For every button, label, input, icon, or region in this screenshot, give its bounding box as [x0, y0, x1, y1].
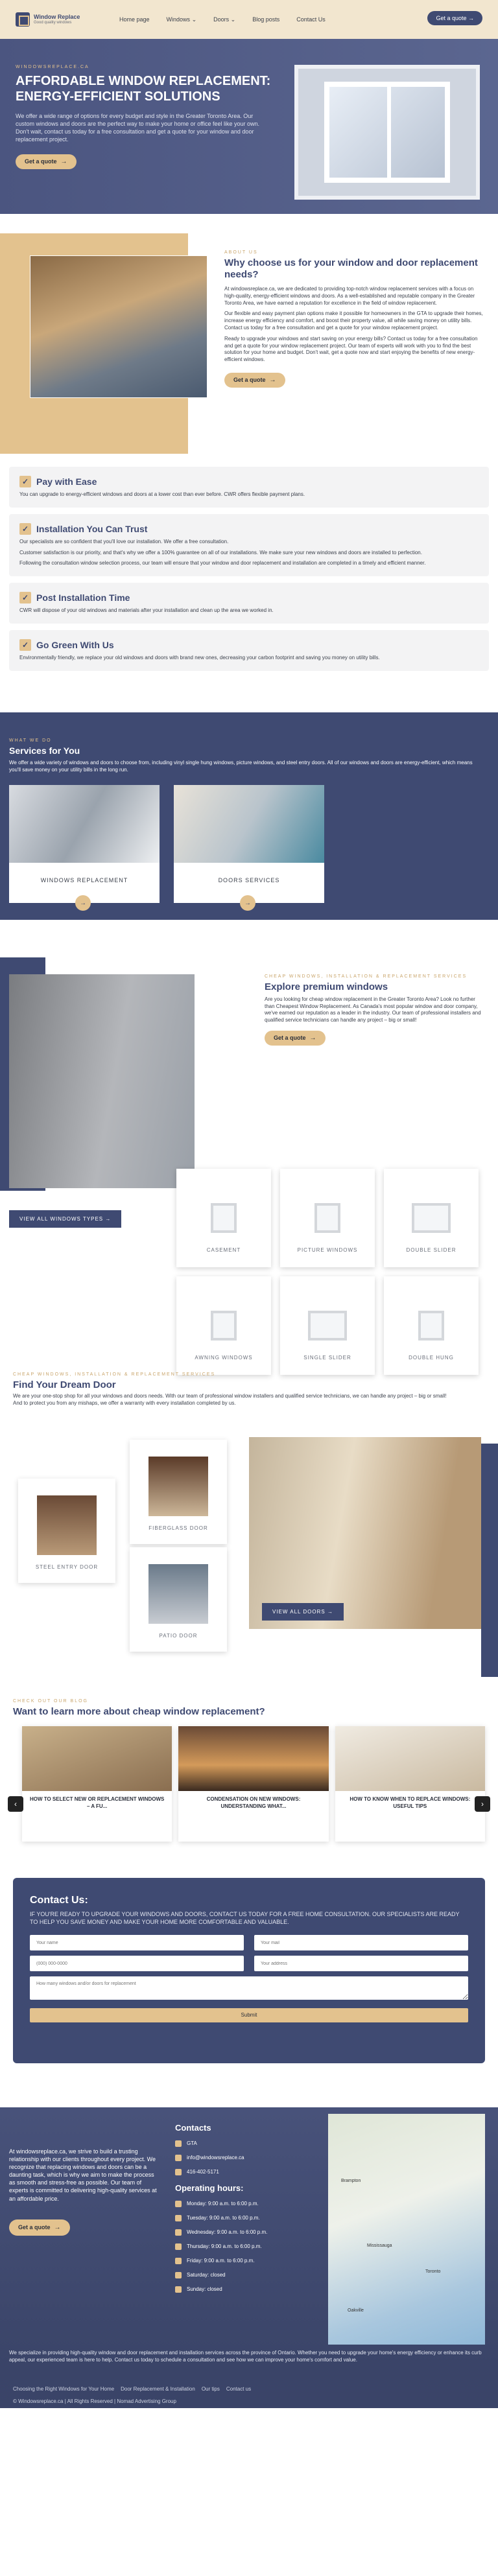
hours-line: Tuesday: 9:00 a.m. to 6:00 p.m.	[187, 2215, 260, 2221]
feature-card	[9, 583, 489, 624]
logo-name: Window Replace	[34, 13, 80, 20]
arrow-right-icon: →	[105, 1215, 112, 1222]
doors-title: Find Your Dream Door	[13, 1379, 116, 1390]
footer-phone[interactable]: 416-402-5171	[187, 2169, 219, 2175]
chevron-down-icon: ⌄	[230, 16, 236, 23]
service-card-doors[interactable]	[174, 785, 324, 907]
nav-doors[interactable]: Doors ⌄	[213, 16, 236, 23]
logo-tagline: Good quality windows	[34, 20, 72, 25]
clock-icon	[175, 2272, 182, 2278]
feature-title: Post Installation Time	[36, 592, 130, 603]
footer-about: At windowsreplace.ca, we strive to build a trusting relationship with our clients throughout every project. We recognize that replacing windows and doors can be a daunting task, which is why we aim to make the process as smooth and stress-free as possible. Our team of experts is committed to delivering high-quality services at an affordable price.	[9, 2148, 157, 2202]
hours-line: Saturday: closed	[187, 2272, 226, 2278]
door-type-card[interactable]: STEEL ENTRY DOOR	[18, 1479, 115, 1583]
contact-title: Contact Us:	[30, 1894, 88, 1906]
address-field[interactable]	[254, 1956, 468, 1971]
clock-icon	[175, 2286, 182, 2293]
feature-text: Our specialists are so confident that you'll love our installation. We offer a free consultation.	[19, 538, 229, 544]
arrow-right-icon[interactable]: →	[75, 895, 91, 911]
about-eyebrow: ABOUT US	[224, 250, 258, 255]
hero-eyebrow: WINDOWSREPLACE.CA	[16, 65, 89, 69]
clock-icon	[175, 2243, 182, 2250]
clock-icon	[175, 2201, 182, 2207]
feature-title: Go Green With Us	[36, 639, 114, 650]
blog-title: Want to learn more about cheap window replacement?	[13, 1705, 265, 1717]
premium-eyebrow: CHEAP WINDOWS, INSTALLATION & REPLACEMENT SERVICES	[265, 974, 468, 979]
clock-icon	[175, 2215, 182, 2221]
picture-window-icon	[314, 1203, 340, 1233]
arrow-right-icon: →	[269, 376, 276, 384]
feature-card	[9, 514, 489, 576]
double-hung-window-icon	[418, 1311, 444, 1341]
feature-title: Pay with Ease	[36, 476, 97, 487]
blog-image	[335, 1726, 485, 1791]
map-label: Oakville	[348, 2308, 364, 2313]
feature-title: Installation You Can Trust	[36, 523, 148, 534]
services-eyebrow: WHAT WE DO	[9, 738, 52, 743]
services-text: We offer a wide variety of windows and doors to choose from, including vinyl single hung windows, picture windows, and steel entry doors. All of our windows and doors are energy-efficient, which means you'll save money on your utility bills in the long run.	[9, 759, 473, 773]
doors-eyebrow: CHEAP WINDOWS, INSTALLATION & REPLACEMENT SERVICES	[13, 1372, 216, 1377]
doors-text: And to protect you from any mishaps, we offer a warranty with every installation completed by us.	[13, 1399, 236, 1406]
nav-home[interactable]: Home page	[119, 16, 150, 23]
nav-windows[interactable]: Windows ⌄	[166, 16, 197, 23]
blog-image	[178, 1726, 328, 1791]
hours-line: Sunday: closed	[187, 2286, 222, 2293]
clock-icon	[175, 2258, 182, 2264]
site-header	[0, 0, 498, 39]
feature-card	[9, 467, 489, 508]
checkmark-icon: ✓	[19, 639, 31, 651]
services-title: Services for You	[9, 745, 80, 756]
premium-text: Are you looking for cheap window replacement in the Greater Toronto Area? Look no further than Cheapest Window Replacement. As Canada's most popular window and door company, we've earned our reputation as a leader in the industry. Our team of professional installers and qualified service technicians can handle any project – big or small!	[265, 996, 481, 1024]
arrow-right-icon: →	[327, 1608, 333, 1615]
header-quote-button[interactable]: Get a quote →	[427, 11, 482, 25]
hours-line: Thursday: 9:00 a.m. to 6:00 p.m.	[187, 2243, 262, 2250]
contacts-heading: Contacts	[175, 2122, 211, 2133]
main-nav	[119, 16, 326, 23]
blog-post-title[interactable]: CONDENSATION ON NEW WINDOWS: UNDERSTANDING WHAT...	[206, 1796, 301, 1809]
footer-address: GTA	[187, 2140, 197, 2147]
hours-line: Friday: 9:00 a.m. to 6:00 p.m.	[187, 2258, 255, 2264]
hero-quote-button[interactable]: Get a quote →	[16, 154, 77, 169]
hero-title: AFFORDABLE WINDOW REPLACEMENT: ENERGY-EFFICIENT SOLUTIONS	[16, 74, 271, 104]
blog-post-card[interactable]	[22, 1726, 172, 1842]
chevron-left-icon[interactable]: ‹	[8, 1796, 23, 1812]
arrow-right-icon: →	[60, 158, 67, 165]
footer-link[interactable]: Choosing the Right Windows for Your Home	[13, 2385, 115, 2392]
patio-room-image	[249, 1437, 481, 1629]
location-map[interactable]	[328, 2114, 485, 2345]
window-type-card[interactable]: PICTURE WINDOWS	[280, 1169, 375, 1267]
service-label: DOORS SERVICES	[218, 877, 280, 884]
blog-post-title[interactable]: HOW TO SELECT NEW OR REPLACEMENT WINDOWS – A FU...	[29, 1796, 165, 1809]
feature-card	[9, 630, 489, 671]
footer-link[interactable]: Contact us	[226, 2385, 252, 2392]
map-label: Toronto	[425, 2269, 441, 2274]
door-type-card[interactable]: PATIO DOOR	[130, 1547, 227, 1652]
contact-form-section	[13, 1878, 485, 2063]
premium-windows-section	[0, 957, 498, 1372]
doors-text: We are your one-stop shop for all your windows and doors needs. With our team of professional window installers and qualified service technicians, we can handle any project – big or small!	[13, 1392, 447, 1399]
submit-button[interactable]: Submit	[30, 2008, 468, 2022]
hours-line: Wednesday: 9:00 a.m. to 6:00 p.m.	[187, 2229, 268, 2236]
hours-line: Monday: 9:00 a.m. to 6:00 p.m.	[187, 2201, 259, 2207]
hero-section	[0, 39, 498, 214]
location-icon	[175, 2140, 182, 2147]
blog-post-card[interactable]	[335, 1726, 485, 1842]
door-image	[148, 1564, 208, 1624]
phone-icon	[175, 2169, 182, 2175]
window-type-card[interactable]: CASEMENT	[176, 1169, 271, 1267]
hero-text: We offer a wide range of options for every budget and style in the Greater Toronto Area. Our custom windows and doors are the perfect way to make your home or office feel like your own. Don't wait, contact us today for a free consultation and get a quote for your window and door replacement project.	[16, 113, 260, 143]
logo-icon	[16, 12, 30, 27]
about-paragraph: Our flexible and easy payment plan options make it possible for homeowners in the GTA to upgrade their homes, increase energy efficiency and comfort, and boost their property value, all while saving money on utility bills. Contact us today for a free consultation and get a quote for your window replacement project.	[224, 310, 483, 331]
copyright: © Windowsreplace.ca | All Rights Reserved | Nomad Advertising Group	[13, 2398, 176, 2404]
doors-section	[0, 1372, 498, 1683]
map-label: Brampton	[341, 2178, 361, 2183]
blog-post-title[interactable]: HOW TO KNOW WHEN TO REPLACE WINDOWS: USEFUL TIPS	[350, 1796, 471, 1809]
footer-email[interactable]: info@windowsreplace.ca	[187, 2155, 244, 2161]
blog-image	[22, 1726, 172, 1791]
window-type-card[interactable]: DOUBLE HUNG	[384, 1276, 479, 1375]
window-type-card[interactable]: AWNING WINDOWS	[176, 1276, 271, 1375]
double-slider-window-icon	[412, 1203, 451, 1233]
premium-title: Explore premium windows	[265, 981, 388, 992]
feature-text: You can upgrade to energy-efficient windows and doors at a lower cost than ever before. CWR offers flexible payment plans.	[19, 491, 305, 497]
blog-section	[0, 1683, 498, 1845]
service-card-windows[interactable]	[9, 785, 160, 907]
logo[interactable]	[16, 12, 100, 27]
email-field[interactable]	[254, 1935, 468, 1950]
hero-window-image	[294, 65, 480, 200]
about-section	[0, 214, 498, 467]
window-type-card[interactable]: SINGLE SLIDER	[280, 1276, 375, 1375]
arrow-right-icon: →	[54, 2223, 61, 2231]
premium-window-image	[9, 974, 195, 1188]
blog-post-card[interactable]	[178, 1726, 328, 1842]
door-image	[148, 1457, 208, 1516]
clock-icon	[175, 2229, 182, 2236]
single-slider-window-icon	[308, 1311, 347, 1341]
phone-field[interactable]	[30, 1956, 244, 1971]
arrow-right-icon: →	[309, 1034, 316, 1042]
view-all-doors-button[interactable]: VIEW ALL DOORS →	[262, 1603, 344, 1621]
map-label: Mississauga	[367, 2243, 392, 2248]
checkmark-icon: ✓	[19, 592, 31, 603]
footer-link[interactable]: Door Replacement & Installation	[121, 2385, 195, 2392]
service-image	[174, 785, 324, 863]
footer-bottom-bar	[0, 2369, 498, 2408]
feature-text: Customer satisfaction is our priority, and that's why we offer a 100% guarantee on all of our installations. We make sure your new windows and doors are installed to perfection.	[19, 549, 422, 556]
nav-contact[interactable]: Contact Us	[296, 16, 326, 23]
view-all-windows-button[interactable]: VIEW ALL WINDOWS TYPES →	[9, 1210, 121, 1228]
checkmark-icon: ✓	[19, 476, 31, 487]
feature-text: Environmentally friendly, we replace your old windows and doors with brand new ones, decreasing your carbon footprint and saving you money on utility bills.	[19, 654, 380, 661]
message-field[interactable]	[30, 1976, 468, 2000]
footer-link[interactable]: Our tips	[201, 2385, 220, 2392]
window-type-card[interactable]: DOUBLE SLIDER	[384, 1169, 479, 1267]
services-section	[0, 712, 498, 920]
feature-text: Following the consultation window selection process, our team will ensure that your window and door replacement and installation are completed in a timely and efficient manner.	[19, 560, 426, 567]
chevron-down-icon: ⌄	[191, 16, 197, 23]
nav-blog[interactable]: Blog posts	[252, 16, 280, 23]
about-paragraph: Ready to upgrade your windows and start saving on your energy bills? Contact us today for a free consultation and get a quote for your window replacement project. Our team of experts will work with you to find the best solution for your home and budget. Don't wait, get a quote now and start enjoying the benefits of new energy-efficient windows.	[224, 335, 478, 363]
arrow-right-icon: →	[468, 15, 474, 21]
footer-note: We specialize in providing high-quality window and door replacement and installation services across the province of Ontario. Whether you need to upgrade your home's energy efficiency or enhance its curb appeal, our experienced team is here to help. Contact us today to schedule a consultation and see how we can improve your home's comfort and value.	[9, 2349, 482, 2363]
service-image	[9, 785, 160, 863]
hours-heading: Operating hours:	[175, 2183, 244, 2193]
about-quote-button[interactable]: Get a quote →	[224, 373, 285, 388]
about-paragraph: At windowsreplace.ca, we are dedicated to providing top-notch window replacement services with a focus on high-quality, energy-efficient windows and doors. As a well-established and reputable company in the Greater Toronto Area, we have earned a reputation for excellence in the field of window replacement.	[224, 286, 475, 306]
site-footer	[0, 2107, 498, 2369]
feature-text: CWR will dispose of your old windows and materials after your installation and clean up the area we worked in.	[19, 607, 274, 614]
blog-eyebrow: CHECK OUT OUR BLOG	[13, 1698, 88, 1704]
email-icon	[175, 2155, 182, 2161]
contact-subtitle: IF YOU'RE READY TO UPGRADE YOUR WINDOWS AND DOORS, CONTACT US TODAY FOR A FREE HOME CONSULTATION. OUR SPECIALISTS ARE READY TO HELP YOU SAVE MONEY AND MAKE YOUR HOME MORE COMFORTABLE AND VALUABLE.	[30, 1910, 460, 1925]
name-field[interactable]	[30, 1935, 244, 1950]
door-type-card[interactable]: FIBERGLASS DOOR	[130, 1440, 227, 1544]
service-label: WINDOWS REPLACEMENT	[40, 877, 128, 884]
living-room-image	[30, 255, 208, 398]
about-title: Why choose us for your window and door replacement needs?	[224, 257, 478, 280]
footer-quote-button[interactable]: Get a quote →	[9, 2219, 70, 2236]
premium-quote-button[interactable]: Get a quote →	[265, 1031, 326, 1046]
awning-window-icon	[211, 1311, 237, 1341]
checkmark-icon: ✓	[19, 523, 31, 535]
casement-window-icon	[211, 1203, 237, 1233]
chevron-right-icon[interactable]: ›	[475, 1796, 490, 1812]
arrow-right-icon[interactable]: →	[240, 895, 255, 911]
door-image	[37, 1495, 97, 1555]
